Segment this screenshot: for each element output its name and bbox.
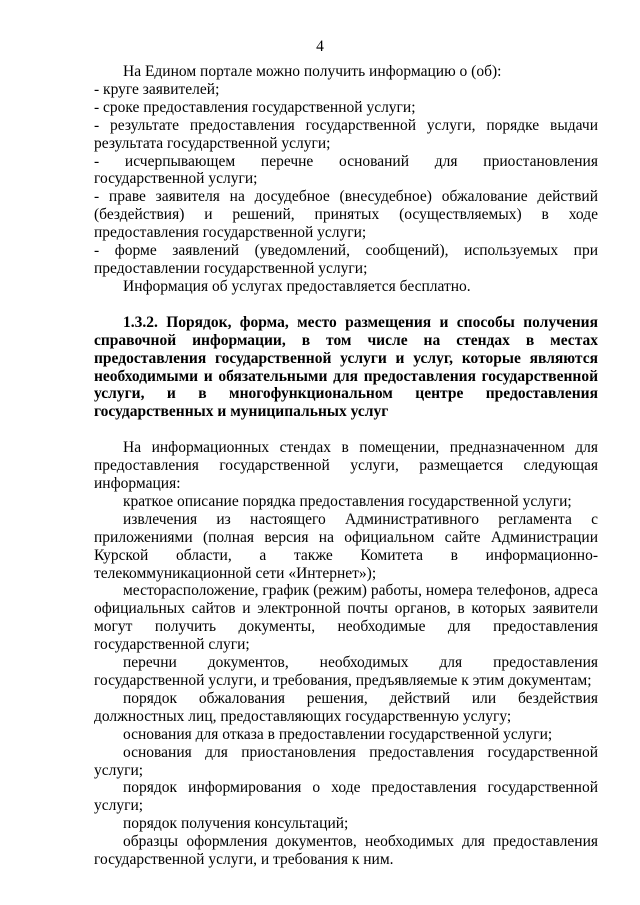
portal-item: - форме заявлений (уведомлений, сообщений), используемых при предоставлении государственной услуги;	[94, 242, 598, 277]
portal-item: - сроке предоставления государственной услуги;	[94, 98, 416, 116]
stands-item: месторасположение, график (режим) работы, номера телефонов, адреса официальных сайтов и электронной почты органов, в которых заявители могут получить документы, необходимые для предоставления государственной слуги;	[94, 582, 598, 654]
portal-item: - исчерпывающем перечне оснований для приостановления государственной услуги;	[94, 152, 598, 188]
stands-item: основания для приостановления предоставления государственной услуги;	[94, 743, 598, 779]
portal-item: - результате предоставления государственной услуги, порядке выдачи результата государственной услуги;	[94, 116, 598, 152]
stands-item: порядок получения консультаций;	[123, 815, 349, 833]
portal-item: - круге заявителей;	[94, 80, 220, 98]
stands-item: извлечения из настоящего Административного регламента с приложениями (полная версия на официальном сайте Администрации Курской области, а также Комитета в информационно-телекоммуникационной сети «Интернет»);	[94, 510, 598, 582]
stands-item: порядок информирования о ходе предоставления государственной услуги;	[94, 779, 598, 815]
portal-item: - праве заявителя на досудебное (внесудебное) обжалование действий (бездействия) и решений, принятых (осуществляемых) в ходе предоставления государственной услуги;	[94, 188, 598, 242]
portal-free-note: Информация об услугах предоставляется бесплатно.	[123, 277, 471, 295]
stands-intro: На информационных стендах в помещении, предназначенном для предоставления государственной услуги, размещается следующая информация:	[94, 439, 598, 493]
stands-item: порядок обжалования решения, действий или бездействия должностных лиц, предоставляющих государственную услугу;	[94, 689, 598, 725]
page-number: 4	[316, 38, 324, 55]
stands-item: краткое описание порядка предоставления государственной услуги;	[123, 492, 572, 510]
page-content	[94, 63, 598, 869]
stands-item: основания для отказа в предоставлении государственной услуги;	[123, 725, 553, 743]
portal-intro: На Едином портале можно получить информацию о (об):	[123, 63, 502, 80]
section-heading: 1.3.2. Порядок, форма, место размещения и способы получения справочной информации, в том числе на стендах в местах предоставления государственной услуги и услуг, которые являются необходимыми и обязательными для предоставления государственной услуги, и в многофункциональном центре предоставления государственных и муниципальных услуг	[94, 313, 598, 421]
stands-item: образцы оформления документов, необходимых для предоставления государственной услуги, и требования к ним.	[94, 833, 598, 869]
stands-item: перечни документов, необходимых для предоставления государственной услуги, и требования, предъявляемые к этим документам;	[94, 654, 598, 689]
